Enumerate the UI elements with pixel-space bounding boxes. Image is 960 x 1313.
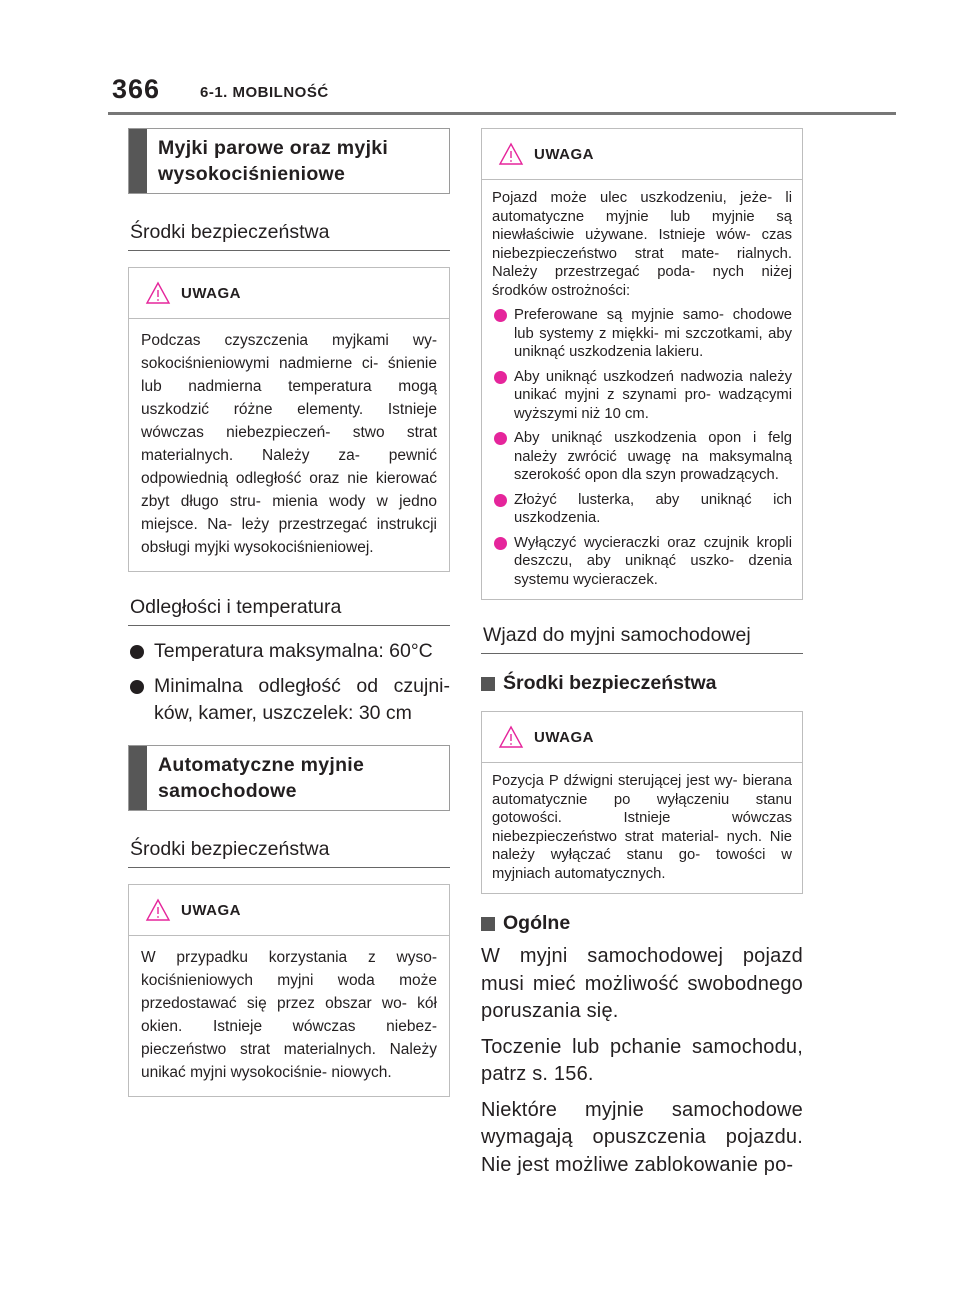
header-rule	[108, 112, 896, 115]
title-bar	[129, 129, 147, 193]
bullet-icon	[494, 537, 507, 550]
subheading: Środki bezpieczeństwa	[128, 834, 450, 868]
section-title: 6-1. MOBILNOŚĆ	[200, 84, 329, 101]
warning-label: UWAGA	[181, 901, 241, 919]
warning-text: Podczas czyszczenia myjkami wy- sokociśnieniowymi nadmierne ci- śnienie lub nadmierna temperatura mogą uszkodzić różne elementy. Istnieje wówczas niebezpieczeń- stwo strat materialnych. Należy za- pewnić odpowiednią odległość oraz nie kierować zbyt długo stru- mienia wody w jedno miejsce. Na- leży przestrzegać instrukcji obsługi myjki wysokociśnieniowej.	[141, 332, 437, 556]
bullet-icon	[494, 494, 507, 507]
paragraph: Toczenie lub pchanie samochodu, patrz s. 156.	[481, 1035, 803, 1085]
warning-text: Pozycja P dźwigni sterującej jest wy- bierana automatycznie po wyłączeniu stanu gotowości. Istnieje wówczas niebezpieczeństwo strat material- nych. Nie należy wyłączać stanu go- towości w myjniach automatycznych.	[492, 773, 792, 882]
warning-text: W przypadku korzystania z wyso- kociśnieniowych myjni woda może przedostawać się przez obszar wo- kół okien. Istnieje wówczas niebez- pieczeństwo strat materialnych. Należy unikać myjni wysokociśnie- niowych.	[141, 949, 437, 1081]
warning-triangle-icon	[145, 898, 171, 922]
warning-label: UWAGA	[534, 145, 594, 163]
list-item: Aby uniknąć uszkodzenia opon i felg należy zwrócić uwagę na maksymalną szerokość opon dla szyn prowadzących.	[492, 429, 792, 485]
square-heading: Ogólne	[481, 912, 803, 935]
list-item: Preferowane są myjnie samo- chodowe lub systemy z miękki- mi szczotkami, aby uniknąć uszkodzenia lakieru.	[492, 306, 792, 362]
subheading: Odległości i temperatura	[128, 592, 450, 626]
warning-label: UWAGA	[534, 728, 594, 746]
block-title-text: Myjki parowe oraz myjki wysokociśnieniowe	[158, 137, 389, 185]
warning-box	[481, 711, 803, 894]
bullet-icon	[494, 309, 507, 322]
warning-box	[128, 267, 450, 572]
list-item: Minimalna odległość od czujni- ków, kamer, uszczelek: 30 cm	[128, 673, 450, 727]
warning-box	[481, 128, 803, 600]
bullet-icon	[494, 371, 507, 384]
page-number: 366	[112, 74, 161, 104]
warning-header	[129, 885, 449, 936]
title-bar	[129, 746, 147, 810]
paragraph: W myjni samochodowej pojazd musi mieć możliwość swobodnego poruszania się.	[481, 945, 803, 1022]
list-item: Temperatura maksymalna: 60°C	[128, 638, 450, 665]
bullet-icon	[494, 432, 507, 445]
square-heading: Środki bezpieczeństwa	[481, 672, 803, 695]
warning-box	[128, 884, 450, 1097]
subheading: Środki bezpieczeństwa	[128, 217, 450, 251]
warning-list	[492, 306, 792, 589]
subheading: Wjazd do myjni samochodowej	[481, 620, 803, 654]
list-item: Wyłączyć wycieraczki oraz czujnik kropli deszczu, aby uniknąć uszko- dzenia systemu wycieraczek.	[492, 534, 792, 590]
block-title-steam-washers	[128, 128, 450, 194]
warning-triangle-icon	[498, 142, 524, 166]
bullet-icon	[130, 680, 144, 694]
paragraph: Niektóre myjnie samochodowe wymagają opuszczenia pojazdu. Nie jest możliwe zablokowanie po-	[481, 1098, 803, 1176]
warning-intro: Pojazd może ulec uszkodzeniu, jeże- li automatyczne myjnie lub myjnie są niewłaściwie używane. Istnieje wów- czas niebezpieczeństwo strat mate- rialnych. Należy przestrzegać poda- nych niżej środków ostrożności:	[492, 190, 792, 299]
warning-triangle-icon	[498, 725, 524, 749]
warning-content	[482, 180, 802, 599]
left-column	[128, 128, 450, 1097]
block-title-text: Automatyczne myjnie samochodowe	[158, 754, 365, 802]
bullet-icon	[130, 645, 144, 659]
page-header	[0, 0, 960, 120]
warning-triangle-icon	[145, 281, 171, 305]
bullet-list	[128, 638, 450, 727]
warning-header	[129, 268, 449, 319]
warning-label: UWAGA	[181, 284, 241, 302]
list-item: Złożyć lusterka, aby uniknąć ich uszkodzenia.	[492, 491, 792, 528]
square-bullet-icon	[481, 677, 495, 691]
square-bullet-icon	[481, 917, 495, 931]
list-item: Aby uniknąć uszkodzeń nadwozia należy unikać myjni z szynami pro- wadzącymi wyższymi niż 10 cm.	[492, 368, 792, 424]
warning-header	[482, 129, 802, 180]
right-column	[481, 128, 803, 1179]
block-title-auto-washes	[128, 745, 450, 811]
warning-header	[482, 712, 802, 763]
